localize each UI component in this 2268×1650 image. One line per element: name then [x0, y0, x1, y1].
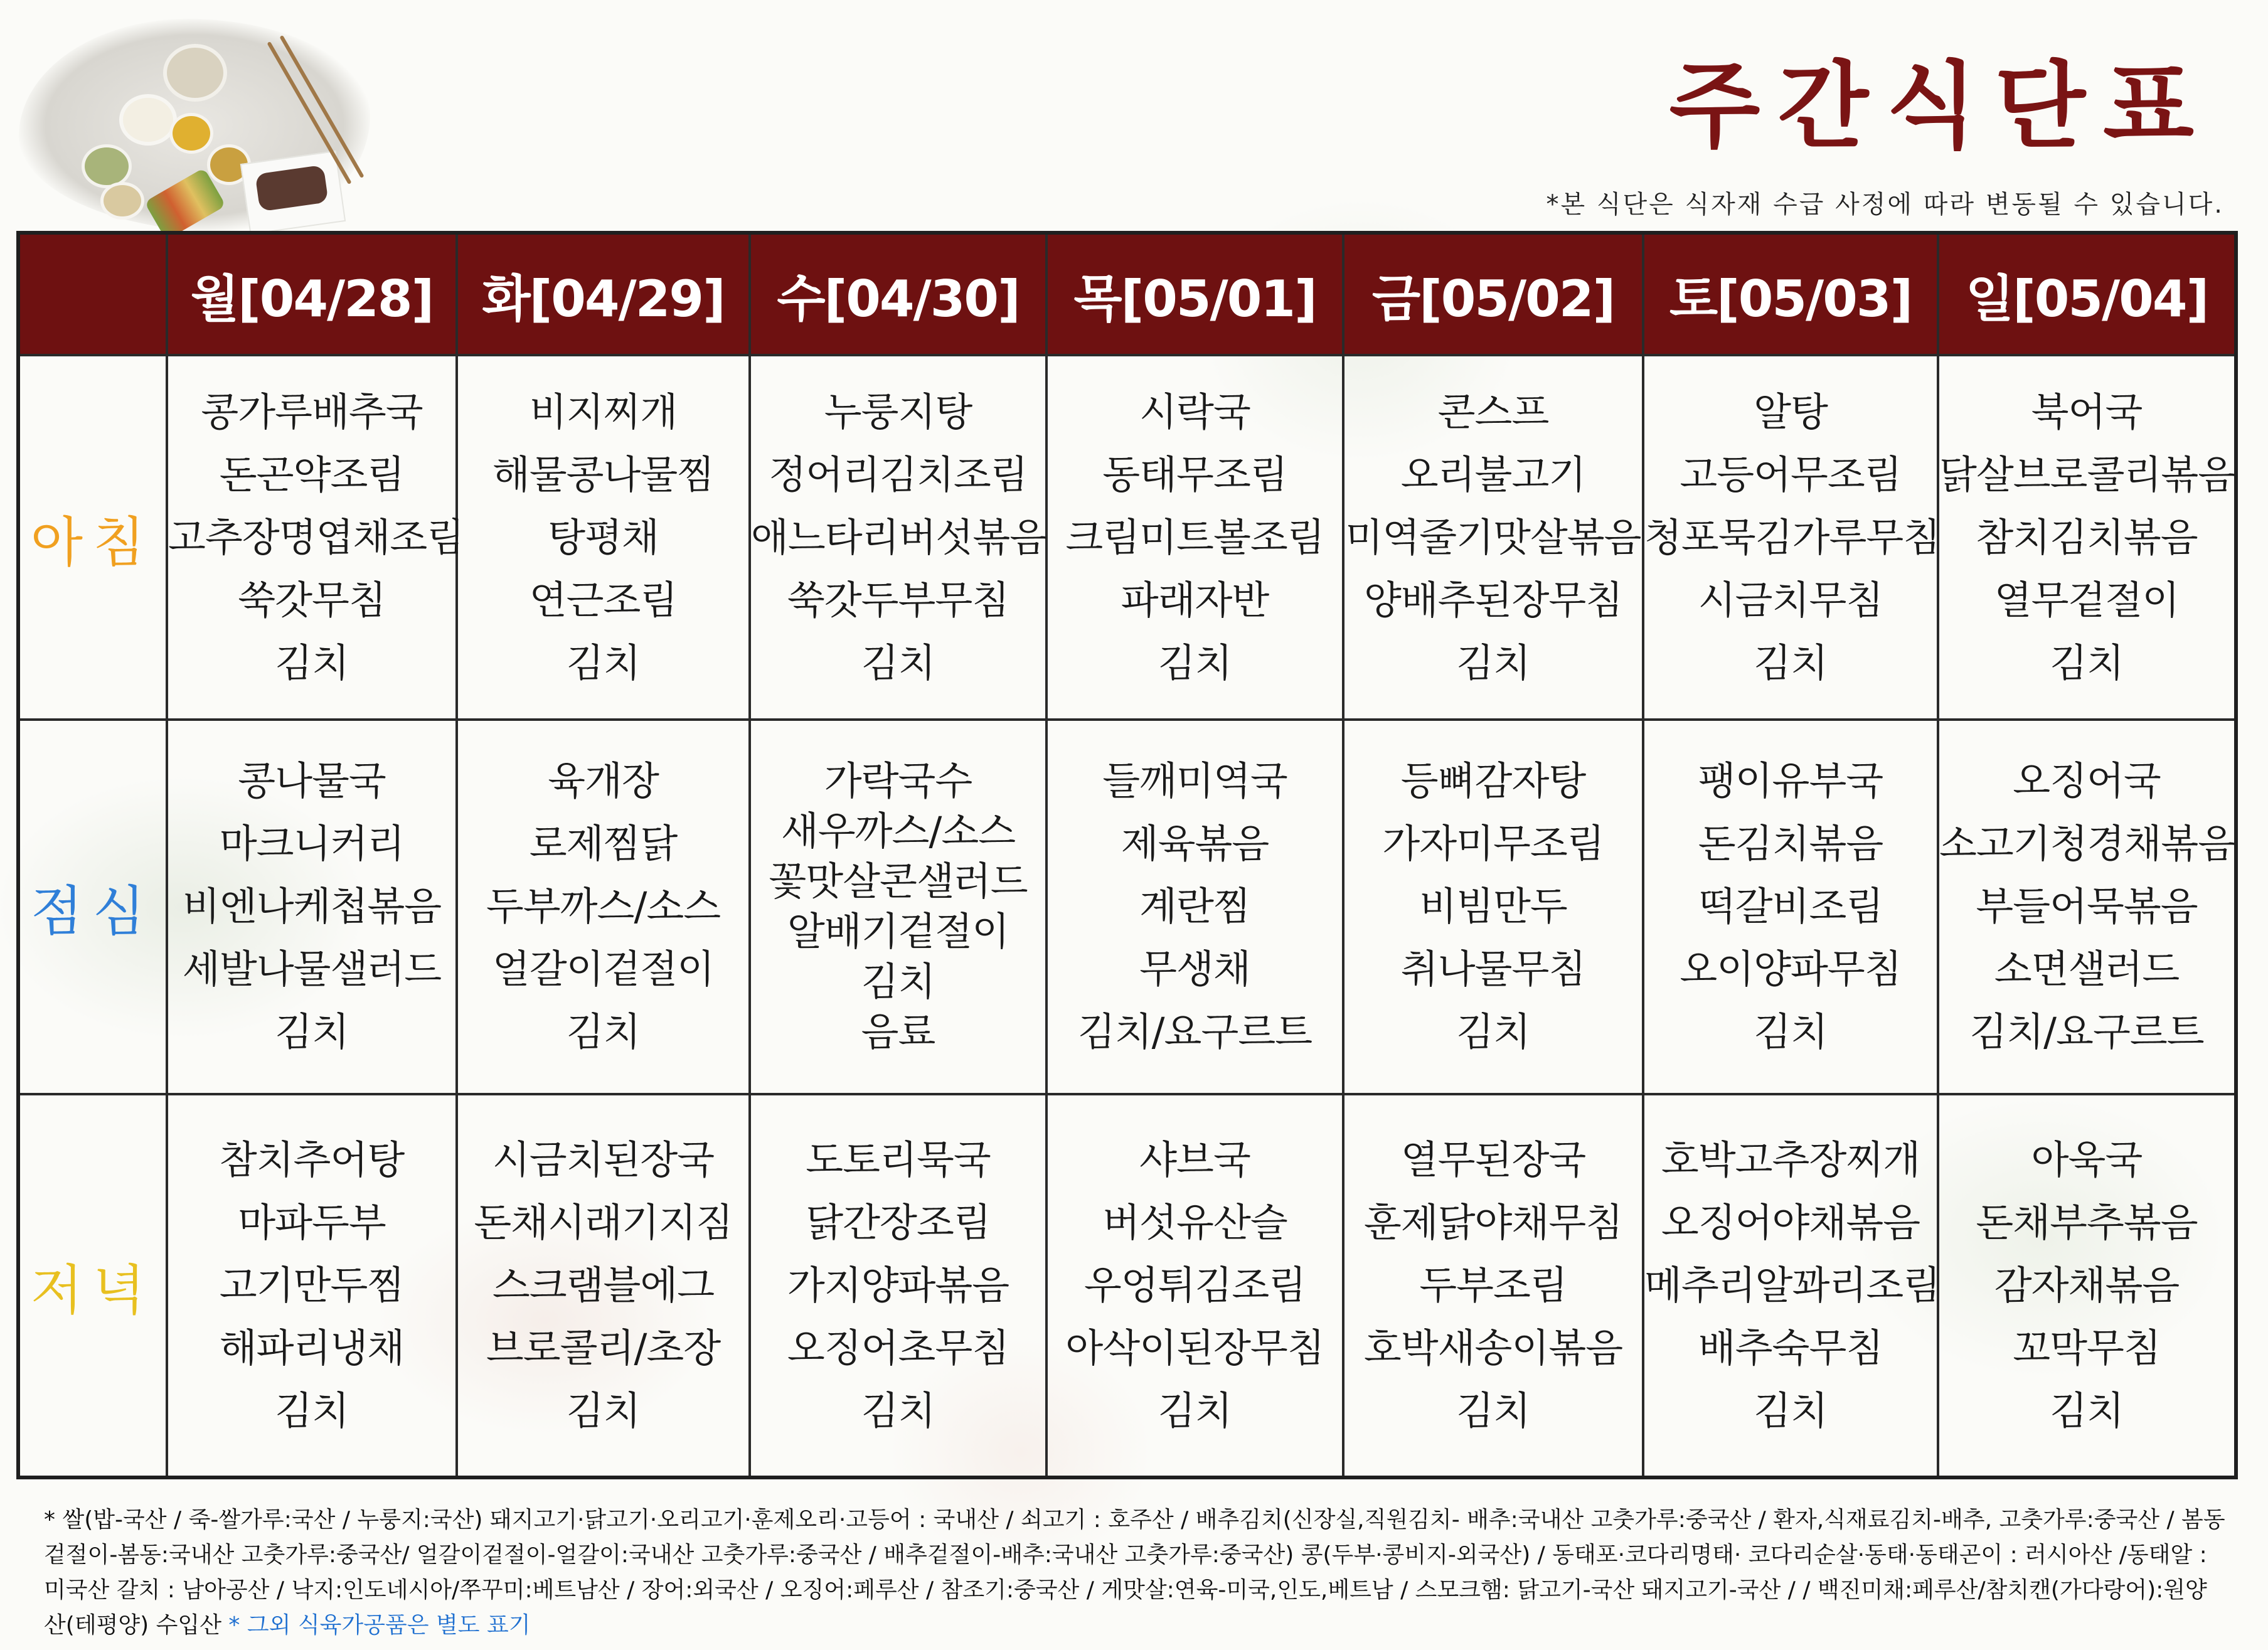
dish-item: 비엔나케첩볶음 [182, 883, 442, 930]
dish-item: 스크램블에그 [492, 1262, 715, 1308]
day-header: 목[05/01] [1046, 233, 1343, 355]
meal-row [18, 355, 2236, 720]
dish-item: 김치 [1456, 1387, 1530, 1434]
dish-item: 브로콜리/초장 [486, 1324, 721, 1371]
dish-item: 감자채볶음 [1994, 1262, 2180, 1308]
day-header: 수[04/30] [750, 233, 1046, 355]
dish-item: 콘스프 [1437, 388, 1549, 435]
dish-item: 정어리김치조림 [769, 451, 1028, 498]
rice-bowl-image [119, 94, 177, 146]
dish-item: 마파두부 [238, 1199, 386, 1245]
dish-item: 김치 [1456, 639, 1530, 686]
menu-body [18, 355, 2236, 1477]
menu-cell [750, 355, 1046, 720]
dish-item: 아삭이된장무침 [1065, 1324, 1324, 1371]
dish-item: 꼬막무침 [2013, 1324, 2161, 1371]
menu-cell [1643, 720, 1938, 1094]
dish-item: 고등어무조림 [1680, 451, 1902, 498]
dish-item: 도토리묵국 [806, 1136, 991, 1183]
dish-item: 우엉튀김조림 [1083, 1262, 1306, 1308]
dish-item: 오징어야채볶음 [1661, 1199, 1920, 1245]
dish-item: 가지양파볶음 [787, 1262, 1009, 1308]
menu-cell [1343, 1094, 1643, 1477]
dish-item: 시락국 [1139, 388, 1250, 435]
dish-item: 해물콩나물찜 [492, 451, 715, 498]
menu-cell [457, 1094, 750, 1477]
dish-item: 메추리알꽈리조림 [1644, 1262, 1941, 1308]
dish-item: 김치/요구르트 [1077, 1009, 1312, 1055]
menu-cell [167, 720, 457, 1094]
dish-item: 김치 [861, 959, 935, 1005]
page-title: 주간식단표 [1669, 52, 2212, 161]
dish-item: 시금치무침 [1698, 577, 1883, 623]
processed-meat-note: * 그외 식육가공품은 별도 표기 [228, 1612, 531, 1638]
dish-item: 세발나물샐러드 [182, 946, 442, 993]
dish-item: 버섯유산슬 [1102, 1199, 1287, 1245]
menu-cell [1938, 355, 2236, 720]
menu-cell [457, 355, 750, 720]
menu-cell [1046, 720, 1343, 1094]
dish-item: 두부조림 [1419, 1262, 1567, 1308]
dish-item: 비지찌개 [529, 388, 678, 435]
dish-item: 파래자반 [1121, 577, 1269, 623]
menu-cell [1938, 720, 2236, 1094]
dish-item: 떡갈비조림 [1698, 883, 1883, 930]
dish-item: 호박고추장찌개 [1661, 1136, 1920, 1183]
dish-item: 애느타리버섯볶음 [751, 514, 1047, 560]
day-header: 월[04/28] [167, 233, 457, 355]
dish-item: 닭살브로콜리볶음 [1939, 451, 2235, 498]
day-header: 금[05/02] [1343, 233, 1643, 355]
dish-item: 배추숙무침 [1698, 1324, 1883, 1371]
dish-item: 김치 [2050, 639, 2124, 686]
soup-bowl-image [163, 44, 227, 102]
meal-label: 점심 [18, 720, 167, 1094]
sauce-dish-image [169, 113, 213, 154]
dish-item: 북어국 [2031, 388, 2143, 435]
menu-cell [1938, 1094, 2236, 1477]
meal-label: 저녁 [18, 1094, 167, 1477]
menu-cell [167, 1094, 457, 1477]
header-corner [18, 233, 167, 355]
dish-item: 등뼈감자탕 [1400, 758, 1586, 804]
menu-table [16, 231, 2238, 1479]
dish-item: 탕평채 [548, 514, 659, 560]
dish-item: 김치/요구르트 [1969, 1009, 2204, 1055]
dish-item: 김치 [1456, 1009, 1530, 1055]
dish-item: 돈채부추볶음 [1976, 1199, 2198, 1245]
dish-item: 김치 [275, 639, 349, 686]
dish-item: 팽이유부국 [1698, 758, 1883, 804]
dish-item: 김치 [1158, 639, 1232, 686]
dish-item: 새우까스/소스 [780, 808, 1016, 854]
dish-item: 김치 [1754, 1387, 1828, 1434]
menu-cell [457, 720, 750, 1094]
dish-item: 호박새송이볶음 [1363, 1324, 1623, 1371]
dish-item: 참치김치볶음 [1976, 514, 2198, 560]
dish-item: 두부까스/소스 [486, 883, 721, 930]
dish-item: 열무겉절이 [1994, 577, 2180, 623]
dish-item: 가자미무조림 [1382, 821, 1604, 867]
dish-item: 참치추어탕 [219, 1136, 405, 1183]
dish-item: 마크니커리 [219, 821, 405, 867]
menu-cell [1343, 355, 1643, 720]
dish-item: 쑥갓두부무침 [787, 577, 1009, 623]
dish-item: 부들어묵볶음 [1976, 883, 2198, 930]
day-header: 일[05/04] [1938, 233, 2236, 355]
dish-item: 시금치된장국 [492, 1136, 715, 1183]
dish-item: 양배추된장무침 [1363, 577, 1623, 623]
dish-item: 아욱국 [2031, 1136, 2143, 1183]
dish-item: 들깨미역국 [1102, 758, 1287, 804]
dish-item: 김치 [1754, 639, 1828, 686]
dish-item: 돈김치볶음 [1698, 821, 1883, 867]
dish-item: 김치 [566, 1009, 641, 1055]
dish-item: 돈곤약조림 [219, 451, 405, 498]
dish-item: 김치 [275, 1009, 349, 1055]
dish-item: 해파리냉채 [219, 1324, 405, 1371]
header-row [18, 233, 2236, 355]
dish-item: 연근조림 [529, 577, 678, 623]
dish-item: 크림미트볼조림 [1065, 514, 1324, 560]
dish-item: 꽃맛살콘샐러드 [769, 858, 1028, 905]
meal-row [18, 1094, 2236, 1477]
menu-cell [167, 355, 464, 720]
dish-item: 제육볶음 [1121, 821, 1269, 867]
dish-item: 콩가루배추국 [201, 388, 423, 435]
dish-item: 소고기청경채볶음 [1939, 821, 2235, 867]
dish-item: 로제찜닭 [529, 821, 678, 867]
dish-item: 콩나물국 [238, 758, 386, 804]
dish-item: 무생채 [1139, 946, 1250, 993]
dish-item: 미역줄기맛살볶음 [1345, 514, 1641, 560]
menu-cell [1643, 355, 1941, 720]
dish-item: 열무된장국 [1400, 1136, 1586, 1183]
dish-item: 김치 [566, 1387, 641, 1434]
origin-footer [44, 1503, 2227, 1643]
dish-item: 누룽지탕 [824, 388, 972, 435]
dish-item: 오징어초무침 [787, 1324, 1009, 1371]
dish-item: 청포묵김가루무침 [1644, 514, 1941, 560]
dish-item: 오징어국 [2013, 758, 2161, 804]
dish-item: 김치 [566, 639, 641, 686]
dish-item: 돈채시래기지짐 [474, 1199, 733, 1245]
dish-item: 쑥갓무침 [238, 577, 386, 623]
dish-item: 취나물무침 [1400, 946, 1586, 993]
dish-item: 알탕 [1754, 388, 1828, 435]
dish-item: 샤브국 [1139, 1136, 1250, 1183]
dish-item: 김치 [861, 1387, 935, 1434]
dish-item: 김치 [1754, 1009, 1828, 1055]
menu-cell [1046, 355, 1343, 720]
dish-item: 소면샐러드 [1994, 946, 2180, 993]
menu-cell [1643, 1094, 1941, 1477]
dish-item: 음료 [861, 1009, 935, 1055]
dish-item: 육개장 [548, 758, 659, 804]
dish-item: 고추장명엽채조림 [168, 514, 464, 560]
notice-text: *본 식단은 식자재 수급 사정에 따라 변동될 수 있습니다. [1546, 190, 2224, 219]
dish-item: 김치 [2050, 1387, 2124, 1434]
dish-item: 김치 [1158, 1387, 1232, 1434]
dish-item: 닭간장조림 [806, 1199, 991, 1245]
menu-cell [750, 1094, 1046, 1477]
dish-item: 김치 [861, 639, 935, 686]
day-header: 화[04/29] [457, 233, 750, 355]
day-header: 토[05/03] [1643, 233, 1938, 355]
dish-item: 계란찜 [1139, 883, 1250, 930]
dish-item: 알배기겉절이 [787, 908, 1009, 955]
dish-item: 오리불고기 [1400, 451, 1586, 498]
dish-item: 얼갈이겉절이 [492, 946, 715, 993]
dish-item: 훈제닭야채무침 [1363, 1199, 1623, 1245]
dish-item: 비빔만두 [1419, 883, 1567, 930]
menu-cell [750, 720, 1046, 1094]
dish-item: 동태무조림 [1102, 451, 1287, 498]
meal-row [18, 720, 2236, 1094]
dish-item: 오이양파무침 [1680, 946, 1902, 993]
menu-cell [1343, 720, 1643, 1094]
origin-text: * 쌀(밥-국산 / 죽-쌀가루:국산 / 누룽지:국산) 돼지고기·닭고기·오리고기·훈제오리·고등어 : 국내산 / 쇠고기 : 호주산 / 배추김치(신장실,직원김치- 배추:국내산 고춧가루:중국산 / 환자,식재료김치-배추, 고춧가루:중국산 / 봄동겉절이-봄동:국내산 고춧가루:중국산/ 얼갈이겉절이-얼갈이:국내산 고춧가루:중국산 / 배추겉절이-배추:국내산 고춧가루:중국산) 콩(두부·콩비지-외국산) / 동태포·코다리명태· 코다리순살·동태·동태곤이 : 러시아산 /동태알 : 미국산 갈치 : 남아공산 / 낙지:인도네시아/쭈꾸미:베트남산 / 장어:외국산 / 오징어:페루산 / 참조기:중국산 / 게맛살:연육-미국,인도,베트남 / 스모크햄: 닭고기-국산 돼지고기-국산 / / 백진미채:페루산/참치캔(가다랑어):원양산(테평양) 수입산 [44, 1507, 2225, 1638]
dish-item: 가락국수 [824, 758, 972, 804]
dish-item: 고기만두찜 [219, 1262, 405, 1308]
menu-cell [1046, 1094, 1343, 1477]
side-dish-image [100, 182, 144, 220]
meal-label: 아침 [18, 355, 167, 720]
dish-item: 김치 [275, 1387, 349, 1434]
